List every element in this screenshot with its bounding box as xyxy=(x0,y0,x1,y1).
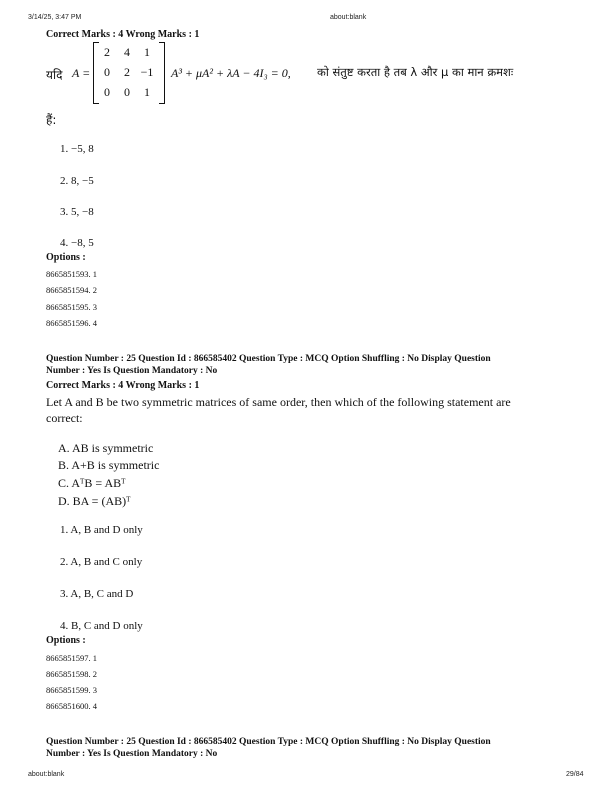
q24-option-id-4: 8665851596. 4 xyxy=(46,318,97,328)
print-datetime: 3/14/25, 3:47 PM xyxy=(28,14,82,21)
q25-choice-4: 4. B, C and D only xyxy=(60,620,143,632)
q25-option-id-1: 8665851597. 1 xyxy=(46,653,97,663)
matrix-cell: 2 xyxy=(124,64,130,79)
print-page-number: 29/84 xyxy=(566,771,584,778)
q26-meta-line-1: Question Number : 25 Question Id : 866585402 Question Type : MCQ Option Shuffling : No Display Question xyxy=(46,737,491,747)
q25-option-id-4: 8665851600. 4 xyxy=(46,701,97,711)
q24-option-id-2: 8665851594. 2 xyxy=(46,285,97,295)
print-page-title: about:blank xyxy=(330,14,367,21)
q24-matrix xyxy=(93,42,165,104)
print-footer-url: about:blank xyxy=(28,771,65,778)
q24-choice-2: 2. 8, −5 xyxy=(60,175,94,187)
q25-meta-line-1: Question Number : 25 Question Id : 866585402 Question Type : MCQ Option Shuffling : No Display Question xyxy=(46,354,491,364)
q24-hindi-end: हैं: xyxy=(46,113,57,127)
q24-hindi-text: को संतुष्ट करता है तब λ और μ का मान क्रमशः xyxy=(317,65,514,79)
q25-statement-a: A. AB is symmetric xyxy=(58,441,154,455)
q25-question-line-2: correct: xyxy=(46,411,83,425)
q24-option-id-3: 8665851595. 3 xyxy=(46,302,97,312)
q24-marks: Correct Marks : 4 Wrong Marks : 1 xyxy=(46,29,200,40)
matrix-table xyxy=(97,42,157,102)
q25-option-id-3: 8665851599. 3 xyxy=(46,685,97,695)
q25-statement-c: C. AᵀB = ABᵀ xyxy=(58,476,126,490)
q25-meta-line-2: Number : Yes Is Question Mandatory : No xyxy=(46,366,218,376)
q26-meta-line-2: Number : Yes Is Question Mandatory : No xyxy=(46,749,218,759)
matrix-cell: 1 xyxy=(144,84,150,99)
q25-statement-b: B. A+B is symmetric xyxy=(58,458,160,472)
q24-option-id-1: 8665851593. 1 xyxy=(46,269,97,279)
matrix-right-bracket xyxy=(159,42,165,104)
q25-options-label: Options : xyxy=(46,635,86,646)
q24-choice-4: 4. −8, 5 xyxy=(60,237,94,249)
matrix-cell: 4 xyxy=(124,44,130,59)
matrix-cell: −1 xyxy=(140,64,154,79)
q25-question-line-1: Let A and B be two symmetric matrices of same order, then which of the following statement are xyxy=(46,395,511,409)
q24-equation: A³ + μA² + λA − 4I₃ = 0, xyxy=(171,66,291,80)
matrix-cell: 0 xyxy=(104,64,110,79)
q24-matrix-name: A = xyxy=(72,66,91,80)
q24-options-label: Options : xyxy=(46,252,86,263)
matrix-cell: 0 xyxy=(104,84,110,99)
q25-choice-1: 1. A, B and D only xyxy=(60,524,143,536)
matrix-cell: 0 xyxy=(124,84,130,99)
q25-choice-2: 2. A, B and C only xyxy=(60,556,143,568)
q24-choice-3: 3. 5, −8 xyxy=(60,206,94,218)
q25-option-id-2: 8665851598. 2 xyxy=(46,669,97,679)
matrix-cell: 2 xyxy=(104,44,110,59)
q25-statement-d: D. BA = (AB)ᵀ xyxy=(58,494,131,508)
q24-choice-1: 1. −5, 8 xyxy=(60,143,94,155)
q25-choice-3: 3. A, B, C and D xyxy=(60,588,134,600)
q25-marks: Correct Marks : 4 Wrong Marks : 1 xyxy=(46,380,200,391)
q24-prefix: यदि xyxy=(46,68,63,82)
matrix-cell: 1 xyxy=(144,44,150,59)
